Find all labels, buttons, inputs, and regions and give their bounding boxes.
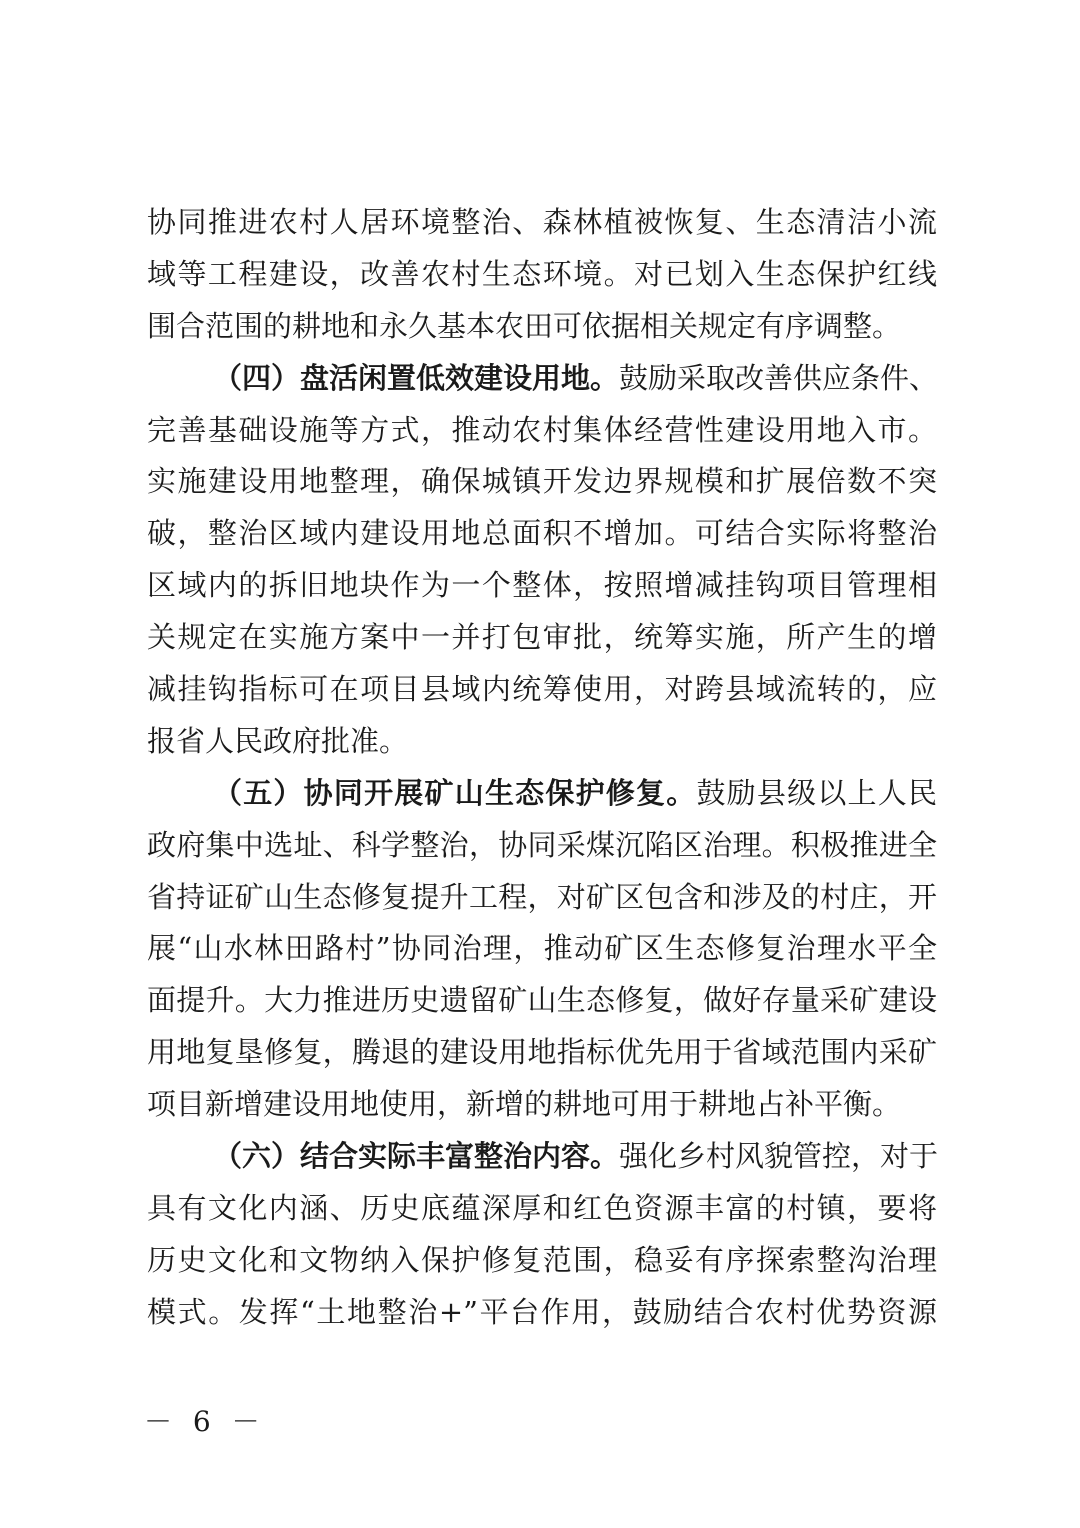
section-first-line (147, 353, 937, 405)
section-heading-6: （六）结合实际丰富整治内容。 (213, 1139, 620, 1174)
body-text-line: 关规定在实施方案中一并打包审批，统筹实施，所产生的增 (147, 620, 937, 655)
section-first-line (147, 1131, 937, 1183)
section-first-line (147, 768, 937, 820)
body-text-line: 域等工程建设，改善农村生态环境。对已划入生态保护红线 (147, 256, 937, 291)
section-heading-5: （五）协同开展矿山生态保护修复。 (213, 775, 697, 810)
body-text-line: 历史文化和文物纳入保护修复范围，稳妥有序探索整沟治理 (147, 1242, 937, 1277)
body-text-line: 实施建设用地整理，确保城镇开发边界规模和扩展倍数不突 (147, 464, 937, 499)
body-text-line: 完善基础设施等方式，推动农村集体经营性建设用地入市。 (147, 412, 937, 447)
body-text-line: 政府集中选址、科学整治，协同采煤沉陷区治理。积极推进全 (147, 827, 937, 862)
body-text-line: 报省人民政府批准。 (147, 723, 409, 758)
body-text-line: 围合范围的耕地和永久基本农田可依据相关规定有序调整。 (147, 308, 902, 343)
body-text-line: 模式。发挥“土地整治+”平台作用，鼓励结合农村优势资源 (147, 1294, 937, 1329)
body-text-line: 协同推进农村人居环境整治、森林植被恢复、生态清洁小流 (147, 205, 937, 239)
section-text: 鼓励县级以上人民 (696, 775, 937, 810)
body-text-line: 区域内的拆旧地块作为一个整体，按照增减挂钩项目管理相 (147, 568, 937, 603)
body-text-line: 破，整治区域内建设用地总面积不增加。可结合实际将整治 (147, 516, 937, 551)
document-body (147, 197, 937, 1339)
body-text-line: 展“山水林田路村”协同治理，推动矿区生态修复治理水平全 (147, 931, 937, 966)
body-text-line: 省持证矿山生态修复提升工程，对矿区包含和涉及的村庄，开 (147, 879, 937, 914)
section-text: 强化乡村风貌管控，对于 (619, 1139, 939, 1174)
section-text: 鼓励采取改善供应条件、 (619, 360, 939, 395)
body-text-line: 具有文化内涵、历史底蕴深厚和红色资源丰富的村镇，要将 (147, 1190, 937, 1225)
body-text-line: 面提升。大力推进历史遗留矿山生态修复，做好存量采矿建设 (147, 983, 937, 1018)
page-number: － 6 － (144, 1405, 266, 1438)
section-heading-4: （四）盘活闲置低效建设用地。 (213, 360, 620, 395)
body-text-line: 减挂钩指标可在项目县域内统筹使用，对跨县域流转的，应 (147, 672, 937, 707)
body-text-line: 用地复垦修复，腾退的建设用地指标优先用于省域范围内采矿 (147, 1035, 937, 1070)
body-text-line: 项目新增建设用地使用，新增的耕地可用于耕地占补平衡。 (147, 1087, 902, 1122)
